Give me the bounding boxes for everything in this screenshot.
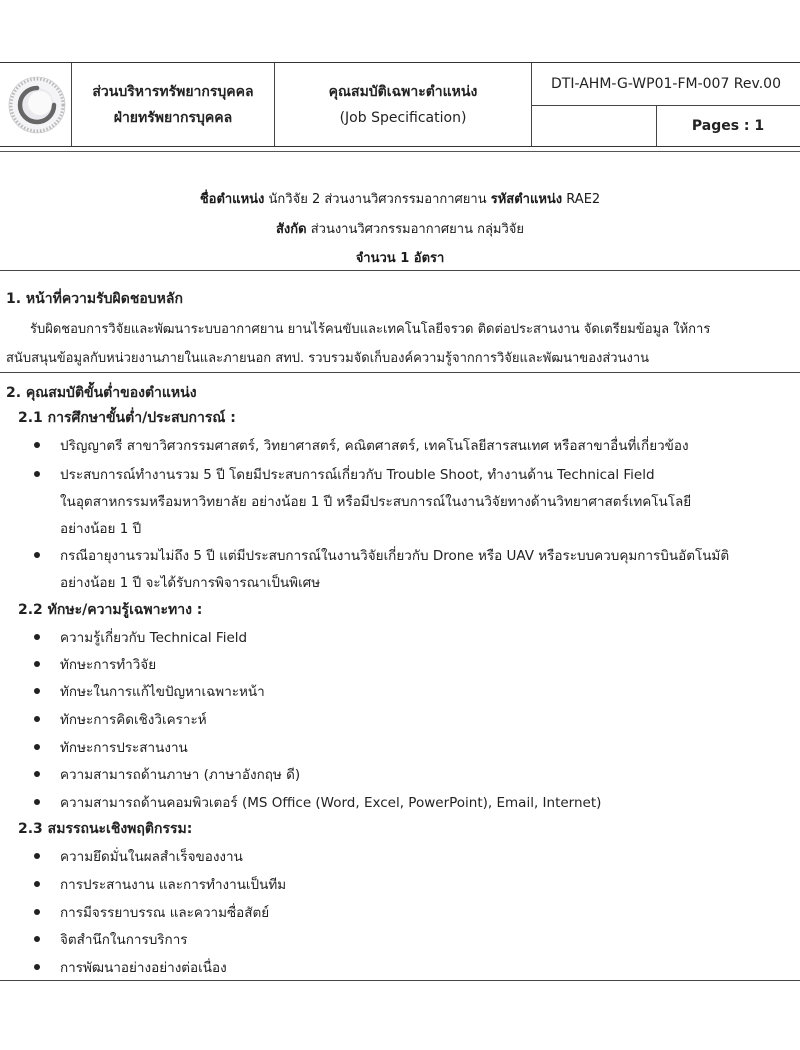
experience-item-cont: อย่างน้อย 1 ปี: [60, 521, 142, 537]
divider: [0, 270, 800, 271]
competency-item: จิตสำนึกในการบริการ: [60, 928, 188, 950]
skill-item: ความสามารถด้านคอมพิวเตอร์ (MS Office (Word, Excel, PowerPoint), Email, Internet): [60, 791, 601, 813]
document-title-english: (Job Specification): [339, 109, 467, 126]
division-name: ฝ่ายทรัพยากรบุคคล: [113, 109, 233, 126]
competency-item: การมีจรรยาบรรณ และความซื่อสัตย์: [60, 901, 269, 923]
experience-item-cont: ในอุตสาหกรรมหรือมหาวิทยาลัย อย่างน้อย 1 ปี หรือมีประสบการณ์ในงานวิจัยทางด้านวิทยาศาสตร์เทคโนโลยี: [60, 494, 692, 510]
position-name-label: ชื่อตำแหน่ง: [199, 192, 265, 207]
divider: [0, 372, 800, 373]
section-2-heading: 2. คุณสมบัติขั้นต่ำของตำแหน่ง: [6, 385, 197, 401]
competency-item: การพัฒนาอย่างอย่างต่อเนื่อง: [60, 956, 227, 978]
document-header-table: [0, 62, 800, 147]
skill-item: ทักษะการทำวิจัย: [60, 653, 156, 675]
document-meta-cell: [532, 63, 800, 146]
position-code-value: RAE2: [566, 192, 601, 207]
experience-item: ประสบการณ์ทำงานรวม 5 ปี โดยมีประสบการณ์เกี่ยวกับ Trouble Shoot, ทำงานด้าน Technical Field: [60, 463, 655, 485]
defence-technology-institute-logo-icon: [6, 69, 68, 141]
position-code-label: รหัสตำแหน่ง: [490, 192, 563, 207]
skill-item: ทักษะการคิดเชิงวิเคราะห์: [60, 708, 207, 730]
position-name-line: [0, 188, 800, 209]
skill-item: ความสามารถด้านภาษา (ภาษาอังกฤษ ดี): [60, 763, 300, 785]
document-code: DTI-AHM-G-WP01-FM-007 Rev.00: [532, 63, 800, 106]
position-name-value: นักวิจัย 2 ส่วนงานวิศวกรรมอากาศยาน: [268, 192, 487, 207]
affiliation-value: ส่วนงานวิศวกรรมอากาศยาน กลุ่มวิจัย: [310, 222, 525, 237]
skill-item: ความรู้เกี่ยวกับ Technical Field: [60, 626, 247, 648]
quota-line: จำนวน 1 อัตรา: [355, 251, 445, 266]
logo-cell: [0, 63, 72, 146]
skill-item: ทักษะในการแก้ไขปัญหาเฉพาะหน้า: [60, 680, 265, 702]
document-title-cell: [275, 63, 532, 146]
empty-meta-cell: [532, 105, 657, 146]
page-count: Pages : 1: [691, 117, 765, 134]
section-1-heading: 1. หน้าที่ความรับผิดชอบหลัก: [6, 291, 183, 307]
department-cell: [72, 63, 275, 146]
competency-item: ความยึดมั่นในผลสำเร็จของงาน: [60, 845, 243, 867]
section-2-2-heading: 2.2 ทักษะ/ความรู้เฉพาะทาง :: [18, 602, 203, 618]
special-consideration-item-cont: อย่างน้อย 1 ปี จะได้รับการพิจารณาเป็นพิเศษ: [60, 575, 321, 591]
skill-item: ทักษะการประสานงาน: [60, 736, 188, 758]
affiliation-line: [0, 218, 800, 239]
competency-item: การประสานงาน และการทำงานเป็นทีม: [60, 873, 286, 895]
section-2-1-heading: 2.1 การศึกษาขั้นต่ำ/ประสบการณ์ :: [18, 410, 236, 426]
section-1-text-line: รับผิดชอบการวิจัยและพัฒนาระบบอากาศยาน ยานไร้คนขับและเทคโนโลยีจรวด ติดต่อประสานงาน จัดเตรียมข้อมูล ให้การ: [30, 322, 711, 337]
affiliation-label: สังกัด: [275, 222, 307, 237]
document-title-thai: คุณสมบัติเฉพาะตำแหน่ง: [328, 83, 478, 100]
section-1-text-line: สนับสนุนข้อมูลกับหน่วยงานภายในและภายนอก สทป. รวบรวมจัดเก็บองค์ความรู้จากการวิจัยและพัฒนาของส่วนงาน: [6, 351, 650, 366]
department-name: ส่วนบริหารทรัพยากรบุคคล: [92, 83, 254, 100]
bottom-divider: [0, 980, 800, 981]
header-double-rule: [0, 151, 800, 152]
special-consideration-item: กรณีอายุงานรวมไม่ถึง 5 ปี แต่มีประสบการณ์ในงานวิจัยเกี่ยวกับ Drone หรือ UAV หรือระบบควบคุมการบินอัตโนมัติ: [60, 544, 729, 566]
section-2-3-heading: 2.3 สมรรถนะเชิงพฤติกรรม:: [18, 821, 193, 837]
education-item: ปริญญาตรี สาขาวิศวกรรมศาสตร์, วิทยาศาสตร์, คณิตศาสตร์, เทคโนโลยีสารสนเทศ หรือสาขาอื่นที่เกี่ยวข้อง: [60, 434, 689, 456]
